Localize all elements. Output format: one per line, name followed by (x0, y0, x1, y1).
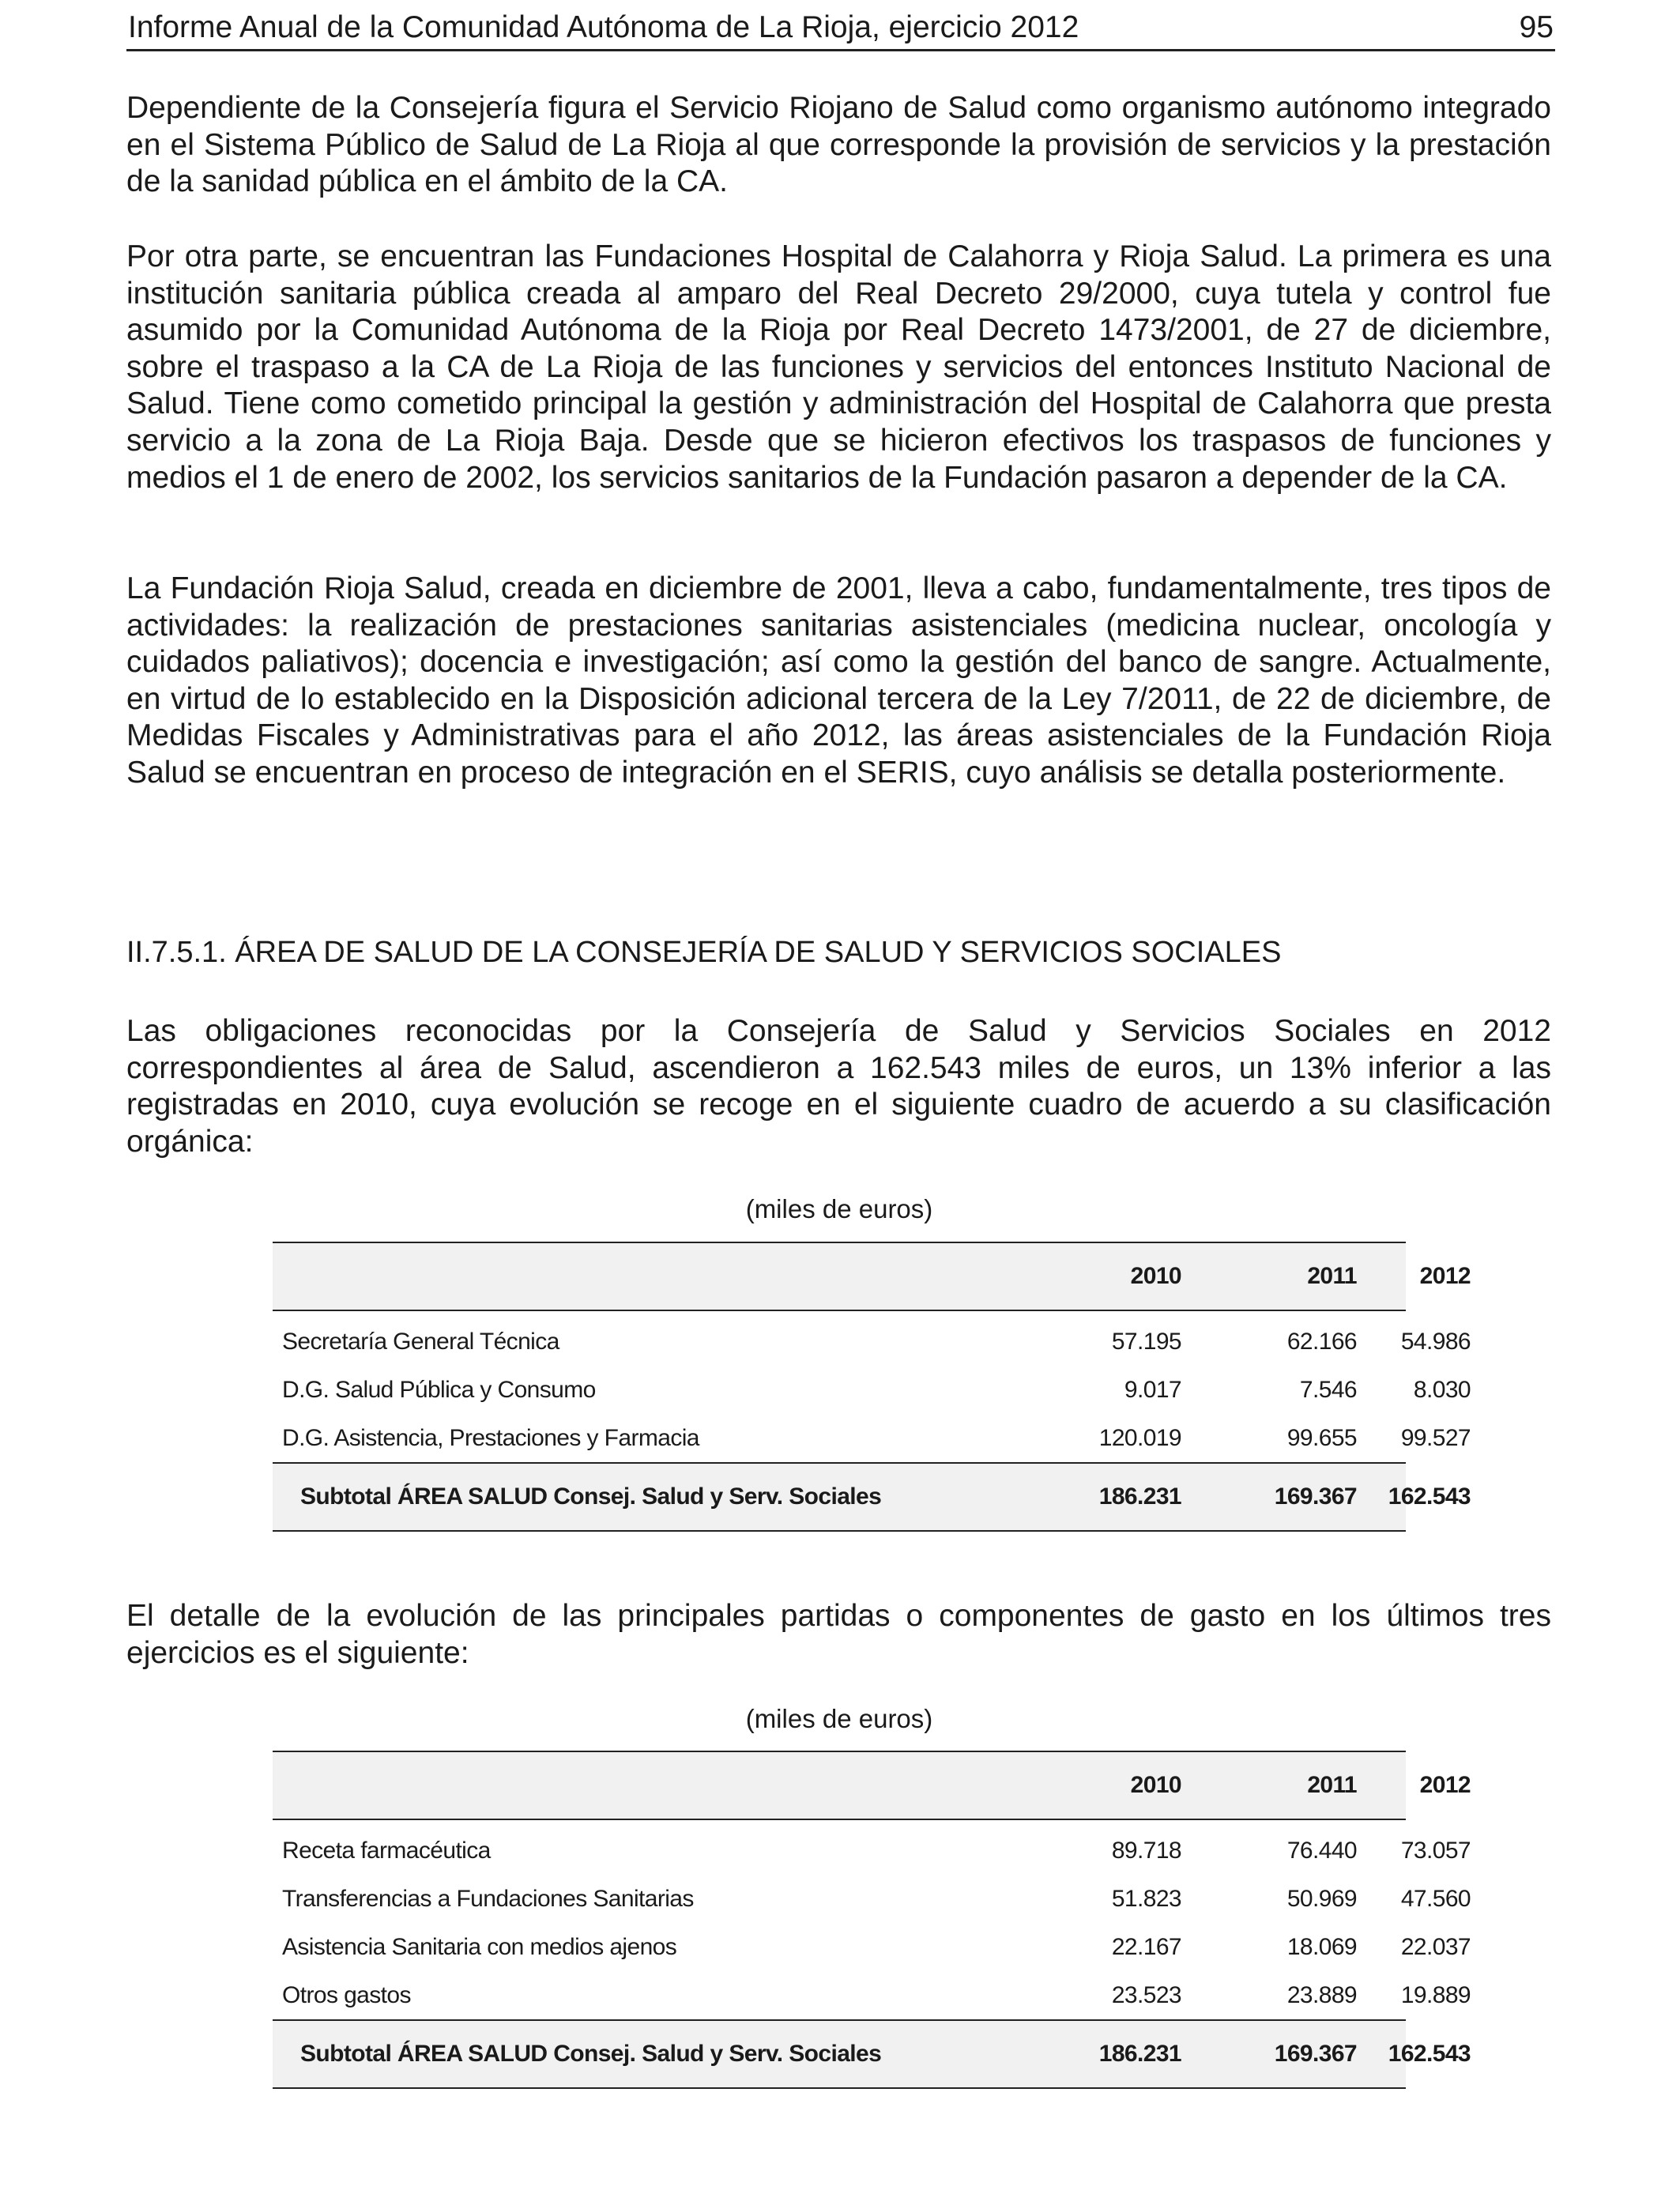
table-row (273, 1923, 1471, 1971)
header-year-2010: 2010 (1130, 1263, 1181, 1289)
table1-unit-label: (miles de euros) (745, 1194, 933, 1223)
total-2011: 169.367 (1274, 1483, 1357, 1510)
cell-2010: 9.017 (1124, 1376, 1181, 1403)
cell-2011: 99.655 (1286, 1424, 1357, 1451)
cell-2012: 19.889 (1400, 1981, 1471, 2008)
table-row (273, 1826, 1471, 1875)
cell-2012: 99.527 (1400, 1424, 1471, 1451)
row-label: Transferencias a Fundaciones Sanitarias (282, 1885, 694, 1912)
paragraph-obligaciones: Las obligaciones reconocidas por la Consejería de Salud y Servicios Sociales en 2012 correspondientes al área de Salud, ascendieron a 162.543 miles de euros, un 13% inferior a las registradas en 2010, cuya evolución se recoge en el siguiente cuadro de acuerdo a su clasificación orgánica: (126, 1014, 1551, 1159)
header-year-2012: 2012 (1419, 1772, 1471, 1798)
row-label: Asistencia Sanitaria con medios ajenos (282, 1933, 677, 1960)
cell-2010: 120.019 (1098, 1424, 1181, 1451)
total-label: Subtotal ÁREA SALUD Consej. Salud y Serv. Sociales (300, 1483, 882, 1510)
section-heading: II.7.5.1. ÁREA DE SALUD DE LA CONSEJERÍA DE SALUD Y SERVICIOS SOCIALES (126, 936, 1282, 969)
cell-2011: 7.546 (1299, 1376, 1357, 1403)
table-row (273, 1971, 1471, 2019)
header-year-2012: 2012 (1419, 1263, 1471, 1289)
cell-2010: 51.823 (1111, 1885, 1181, 1912)
cell-2012: 47.560 (1400, 1885, 1471, 1912)
page-header (126, 6, 1555, 51)
cell-2011: 18.069 (1286, 1933, 1357, 1960)
page-number: 95 (1519, 10, 1554, 44)
header-year-2010: 2010 (1130, 1772, 1181, 1798)
cell-2012: 8.030 (1413, 1376, 1471, 1403)
row-label: D.G. Asistencia, Prestaciones y Farmacia (282, 1424, 699, 1451)
row-label: Secretaría General Técnica (282, 1328, 559, 1355)
table-organica (273, 1242, 1471, 1532)
header-year-2011: 2011 (1307, 1772, 1357, 1798)
cell-2010: 89.718 (1111, 1837, 1181, 1864)
table-row (273, 1318, 1471, 1366)
table-partidas (273, 1751, 1471, 2089)
table-row (273, 1366, 1471, 1414)
total-2012: 162.543 (1388, 2041, 1471, 2067)
row-label: Otros gastos (282, 1981, 411, 2008)
cell-2012: 54.986 (1400, 1328, 1471, 1355)
table-header-row (273, 1242, 1471, 1311)
table2-unit-label: (miles de euros) (745, 1704, 933, 1733)
cell-2011: 62.166 (1286, 1328, 1357, 1355)
header-title: Informe Anual de la Comunidad Autónoma de La Rioja, ejercicio 2012 (128, 10, 1079, 44)
total-label: Subtotal ÁREA SALUD Consej. Salud y Serv. Sociales (300, 2041, 882, 2067)
total-2010: 186.231 (1098, 2041, 1181, 2067)
table-header-row (273, 1751, 1471, 1820)
paragraph-fundaciones: Por otra parte, se encuentran las Fundaciones Hospital de Calahorra y Rioja Salud. La primera es una institución sanitaria pública creada al amparo del Real Decreto 29/2000, cuya tutela y control fue asumido por la Comunidad Autónoma de la Rioja por Real Decreto 1473/2001, de 27 de diciembre, sobre el traspaso a la CA de La Rioja de las funciones y servicios del entonces Instituto Nacional de Salud. Tiene como cometido principal la gestión y administración del Hospital de Calahorra que presta servicio a la zona de La Rioja Baja. Desde que se hicieron efectivos los traspasos de funciones y medios el 1 de enero de 2002, los servicios sanitarios de la Fundación pasaron a depender de la CA. (126, 239, 1551, 495)
table-row (273, 1875, 1471, 1923)
cell-2010: 23.523 (1111, 1981, 1181, 2008)
cell-2012: 73.057 (1400, 1837, 1471, 1864)
total-2010: 186.231 (1098, 1483, 1181, 1510)
row-label: Receta farmacéutica (282, 1837, 491, 1864)
cell-2011: 76.440 (1286, 1837, 1357, 1864)
table-row (273, 1414, 1471, 1462)
total-2011: 169.367 (1274, 2041, 1357, 2067)
paragraph-servicio-riojano: Dependiente de la Consejería figura el Servicio Riojano de Salud como organismo autónomo integrado en el Sistema Público de Salud de La Rioja al que corresponde la provisión de servicios y la prestación de la sanidad pública en el ámbito de la CA. (126, 91, 1551, 199)
cell-2011: 50.969 (1286, 1885, 1357, 1912)
paragraph-detalle: El detalle de la evolución de las principales partidas o componentes de gasto en los últimos tres ejercicios es el siguiente: (126, 1599, 1551, 1670)
paragraph-fundacion-rioja-salud: La Fundación Rioja Salud, creada en diciembre de 2001, lleva a cabo, fundamentalmente, tres tipos de actividades: la realización de prestaciones sanitarias asistenciales (medicina nuclear, oncología y cuidados paliativos); docencia e investigación; así como la gestión del banco de sangre. Actualmente, en virtud de lo establecido en la Disposición adicional tercera de la Ley 7/2011, de 22 de diciembre, de Medidas Fiscales y Administrativas para el año 2012, las áreas asistenciales de la Fundación Rioja Salud se encuentran en proceso de integración en el SERIS, cuyo análisis se detalla posteriormente. (126, 571, 1551, 790)
cell-2010: 22.167 (1111, 1933, 1181, 1960)
row-label: D.G. Salud Pública y Consumo (282, 1376, 596, 1403)
header-year-2011: 2011 (1307, 1263, 1357, 1289)
cell-2010: 57.195 (1111, 1328, 1181, 1355)
cell-2012: 22.037 (1400, 1933, 1471, 1960)
cell-2011: 23.889 (1286, 1981, 1357, 2008)
total-2012: 162.543 (1388, 1483, 1471, 1510)
table-total-row (273, 2019, 1471, 2089)
table-total-row (273, 1462, 1471, 1532)
